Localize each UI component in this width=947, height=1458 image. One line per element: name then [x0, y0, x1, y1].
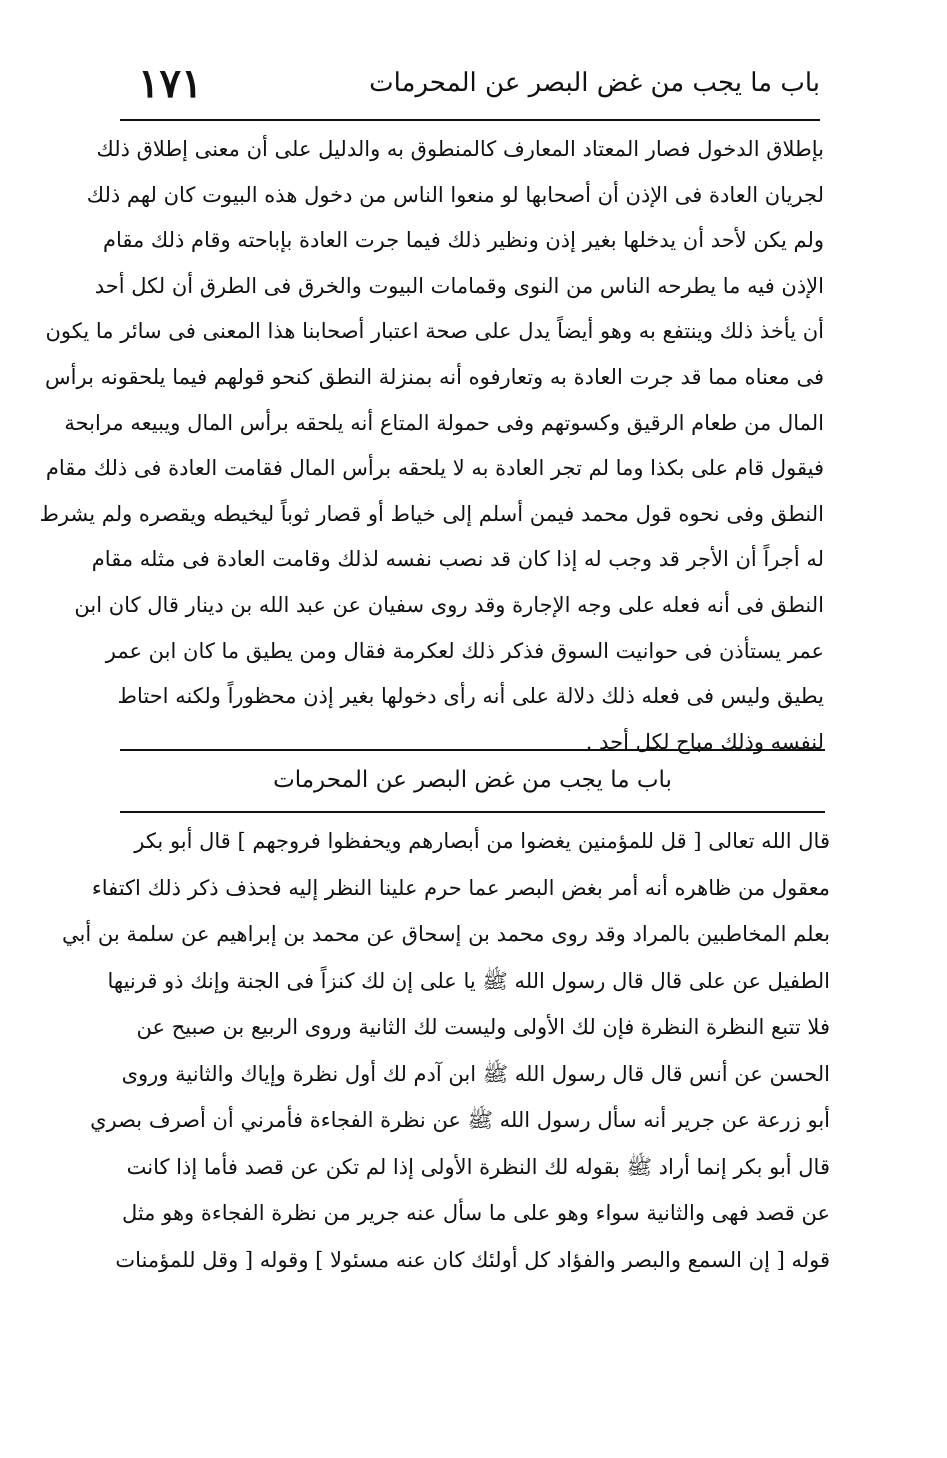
section-rule-top [120, 749, 825, 751]
text-line: الطفيل عن على قال قال رسول الله ﷺ يا على إن لك كنزاً فى الجنة وإنك ذو قرنيها [107, 968, 830, 993]
text-line: بعلم المخاطبين بالمراد وقد روى محمد بن إسحاق عن محمد بن إبراهيم عن سلمة بن أبي [62, 922, 830, 946]
text-line: الحسن عن أنس قال قال رسول الله ﷺ ابن آدم لك أول نظرة وإياك والثانية وروى [121, 1061, 830, 1086]
text-line-last: لنفسه وذلك مباح لكل أحد . [585, 729, 824, 754]
text-line: قوله [ إن السمع والبصر والفؤاد كل أولئك كان عنه مسئولا ] وقوله [ وقل للمؤمنات [115, 1247, 830, 1272]
text-line: ولم يكن لأحد أن يدخلها بغير إذن ونظير ذلك فيما جرت العادة بإباحته وقام ذلك مقام [102, 228, 824, 253]
text-line: فلا تتبع النظرة النظرة فإن لك الأولى وليست لك الثانية وروى الربيع بن صبيح عن [136, 1015, 830, 1039]
text-line: المال من طعام الرقيق وكسوتهم وفى حمولة المتاع أنه يلحقه برأس المال ويبيعه مرابحة [64, 410, 824, 435]
text-line: له أجراً أن الأجر قد وجب له إذا كان قد نصب نفسه لذلك وقامت العادة فى مثله مقام [91, 547, 824, 572]
text-line: بإطلاق الدخول فصار المعتاد المعارف كالمنطوق به والدليل على أن معنى إطلاق ذلك [96, 137, 824, 161]
text-line: لجريان العادة فى الإذن أن أصحابها لو منعوا الناس من دخول هذه البيوت كان لهم ذلك [86, 182, 824, 207]
page-header [120, 60, 820, 116]
running-title: باب ما يجب من غض البصر عن المحرمات [369, 68, 820, 98]
text-line: عن قصد فهى والثانية سواء وهو على ما سأل عنه جرير من نظرة الفجاءة وهو مثل [121, 1201, 830, 1225]
header-rule [120, 119, 820, 121]
text-line: يطيق وليس فى فعله ذلك دلالة على أنه رأى دخولها بغير إذن محظوراً ولكنه احتاط [117, 684, 824, 709]
text-line: معقول من ظاهره أنه أمر بغض البصر عما حرم علينا النظر إليه فحذف ذكر ذلك اكتفاء [91, 875, 830, 900]
text-line: فى معناه مما قد جرت العادة به وتعارفوه أنه بمنزلة النطق كنحو قولهم فيما يلحقونه برأس [45, 364, 824, 389]
paragraph-section-body [62, 818, 830, 1283]
paragraph-previous-section [39, 127, 824, 765]
section-rule-bottom [120, 811, 825, 813]
page-number: ١٧١ [138, 60, 203, 107]
text-line: عمر يستأذن فى حوانيت السوق فذكر ذلك لعكرمة فقال ومن يطيق ما كان ابن عمر [105, 638, 824, 663]
text-line: فيقول قام على بكذا وما لم تجر العادة به لا يلحقه برأس المال فقامت العادة فى ذلك مقام [45, 456, 824, 481]
text-line: قال أبو بكر إنما أراد ﷺ بقوله لك النظرة الأولى إذا لم تكن عن قصد فأما إذا كانت [126, 1154, 830, 1179]
text-line: أن يأخذ ذلك وينتفع به وهو أيضاً يدل على صحة اعتبار أصحابنا هذا المعنى فى سائر ما يكون [45, 319, 824, 344]
text-line: النطق فى أنه فعله على وجه الإجارة وقد روى سفيان عن عبد الله بن دينار قال كان ابن [74, 592, 824, 617]
text-line: قال الله تعالى [ قل للمؤمنين يغضوا من أبصارهم ويحفظوا فروجهم ] قال أبو بكر [134, 829, 830, 853]
text-line: الإذن فيه ما يطرحه الناس من النوى وقمامات البيوت والخرق فى الطرق أن لكل أحد [94, 273, 824, 298]
section-heading: باب ما يجب من غض البصر عن المحرمات [273, 767, 672, 793]
text-line: أبو زرعة عن جرير أنه سأل رسول الله ﷺ عن نظرة الفجاءة فأمرني أن أصرف بصري [90, 1108, 830, 1132]
text-line: النطق وفى نحوه قول محمد فيمن أسلم إلى خياط أو قصار ثوباً ليخيطه ويقصره ولم يشرط [39, 501, 824, 526]
